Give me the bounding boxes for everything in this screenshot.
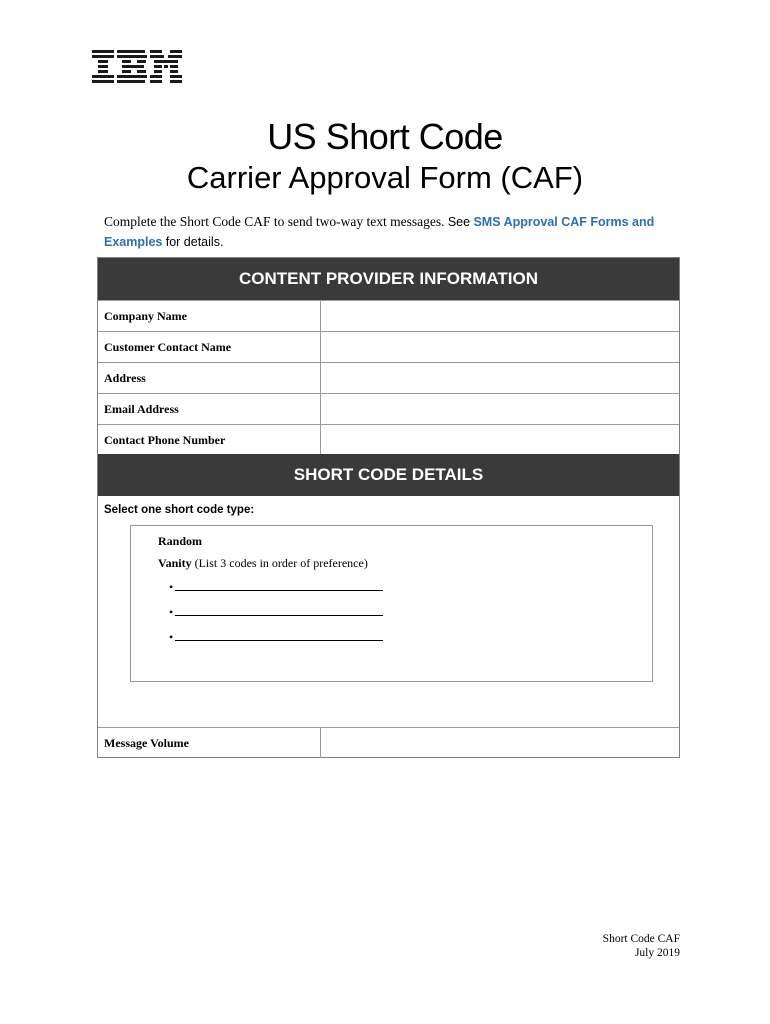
row-divider xyxy=(320,394,321,424)
vanity-code-line xyxy=(175,631,383,641)
phone-label: Contact Phone Number xyxy=(104,433,226,447)
content-provider-header: CONTENT PROVIDER INFORMATION xyxy=(98,258,679,300)
bullet-icon: • xyxy=(169,630,174,644)
intro-text xyxy=(104,212,684,252)
customer-contact-input[interactable] xyxy=(322,333,680,362)
intro-suffix: for details. xyxy=(165,235,224,249)
phone-row xyxy=(98,424,679,455)
email-row xyxy=(98,393,679,424)
company-name-input[interactable] xyxy=(322,302,680,331)
row-divider xyxy=(320,301,321,331)
vanity-code-line xyxy=(175,606,383,616)
vanity-code-line xyxy=(175,581,383,591)
row-divider xyxy=(320,332,321,362)
address-row xyxy=(98,362,679,393)
short-code-type-label: Select one short code type: xyxy=(104,504,255,516)
email-label: Email Address xyxy=(104,402,179,416)
customer-contact-label: Customer Contact Name xyxy=(104,340,232,354)
company-name-label: Company Name xyxy=(104,309,187,323)
message-volume-label: Message Volume xyxy=(104,736,189,750)
message-volume-row xyxy=(98,727,679,758)
caf-form xyxy=(97,257,680,758)
vanity-code-3[interactable] xyxy=(169,630,383,645)
vanity-code-1[interactable] xyxy=(169,580,383,595)
row-divider xyxy=(320,363,321,393)
address-label: Address xyxy=(104,371,146,385)
row-divider xyxy=(320,728,321,758)
phone-input[interactable] xyxy=(322,426,680,455)
bullet-icon: • xyxy=(169,605,174,619)
footer-date: July 2019 xyxy=(634,947,680,959)
intro-see: See xyxy=(447,215,471,229)
page-footer xyxy=(603,932,680,960)
page-title: US Short Code xyxy=(267,116,503,157)
address-input[interactable] xyxy=(322,364,680,393)
email-input[interactable] xyxy=(322,395,680,424)
vanity-option[interactable] xyxy=(158,556,368,571)
intro-sentence: Complete the Short Code CAF to send two-way text messages. xyxy=(104,214,445,229)
short-code-type-box xyxy=(130,525,653,682)
vanity-hint: (List 3 codes in order of preference) xyxy=(194,556,368,570)
message-volume-input[interactable] xyxy=(322,729,680,758)
sms-approval-link[interactable]: SMS Approval CAF Forms and Examples xyxy=(104,215,655,249)
ibm-logo xyxy=(92,50,184,84)
company-name-row xyxy=(98,300,679,331)
vanity-code-2[interactable] xyxy=(169,605,383,620)
vanity-label: Vanity xyxy=(158,556,192,570)
bullet-icon: • xyxy=(169,580,174,594)
random-option[interactable]: Random xyxy=(158,534,203,548)
footer-doc-name: Short Code CAF xyxy=(602,933,680,945)
customer-contact-row xyxy=(98,331,679,362)
row-divider xyxy=(320,425,321,455)
page-subtitle: Carrier Approval Form (CAF) xyxy=(186,160,584,195)
short-code-header: SHORT CODE DETAILS xyxy=(98,454,679,496)
